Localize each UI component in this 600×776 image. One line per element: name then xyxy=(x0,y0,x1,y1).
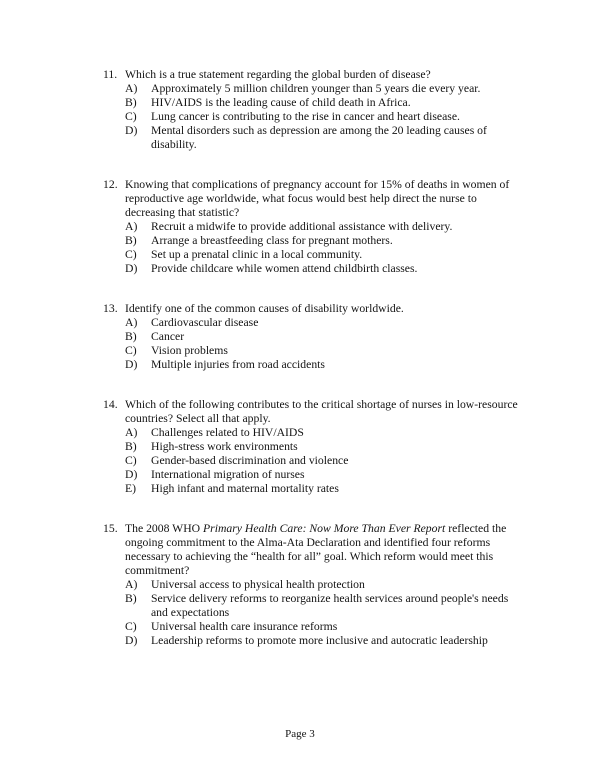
option-text: Cancer xyxy=(151,330,185,343)
question-number: 15. xyxy=(103,522,118,535)
option-row xyxy=(125,124,524,152)
question-text-segment: Identify one of the common causes of disability worldwide. xyxy=(125,302,404,315)
option-text: Arrange a breastfeeding class for pregnant mothers. xyxy=(151,234,393,247)
question-head xyxy=(103,302,524,372)
question-text xyxy=(125,302,404,315)
option-row xyxy=(125,316,524,330)
question-text-segment: Knowing that complications of pregnancy account for 15% of deaths in women of reproductive age worldwide, what focus would best help direct the nurse to decreasing that statistic? xyxy=(125,178,510,219)
option-text: HIV/AIDS is the leading cause of child death in Africa. xyxy=(151,96,411,109)
question-head xyxy=(103,522,524,648)
option-letter: B) xyxy=(125,440,137,453)
question-list xyxy=(103,68,524,674)
option-row xyxy=(125,440,524,454)
option-letter: A) xyxy=(125,316,138,329)
option-letter: A) xyxy=(125,426,138,439)
question xyxy=(103,398,524,496)
option-text: Service delivery reforms to reorganize health services around people's needs and expectations xyxy=(151,592,509,619)
option-text: Vision problems xyxy=(151,344,228,357)
question-text xyxy=(125,68,431,81)
question-text xyxy=(125,522,506,577)
option-letter: A) xyxy=(125,578,138,591)
option-row xyxy=(125,634,524,648)
question-text xyxy=(125,398,518,425)
option-text: Leadership reforms to promote more inclusive and autocratic leadership xyxy=(151,634,488,647)
question-number: 11. xyxy=(103,68,118,81)
page-footer: Page 3 xyxy=(285,728,315,740)
option-text: Provide childcare while women attend childbirth classes. xyxy=(151,262,418,275)
option-text: Lung cancer is contributing to the rise in cancer and heart disease. xyxy=(151,110,460,123)
question-body xyxy=(125,68,524,152)
option-letter: D) xyxy=(125,262,138,275)
option-row xyxy=(125,426,524,440)
option-text: Multiple injuries from road accidents xyxy=(151,358,325,371)
option-row xyxy=(125,262,524,276)
option-text: High infant and maternal mortality rates xyxy=(151,482,339,495)
option-row xyxy=(125,592,524,620)
question-body xyxy=(125,178,524,276)
option-letter: C) xyxy=(125,248,137,261)
option-letter: D) xyxy=(125,124,138,137)
question-number: 13. xyxy=(103,302,118,315)
question-head xyxy=(103,68,524,152)
option-letter: E) xyxy=(125,482,137,495)
question-body xyxy=(125,398,524,496)
option-row xyxy=(125,620,524,634)
option-list xyxy=(125,316,524,372)
option-row xyxy=(125,220,524,234)
option-letter: C) xyxy=(125,454,137,467)
option-list xyxy=(125,220,524,276)
option-row xyxy=(125,358,524,372)
option-row xyxy=(125,330,524,344)
option-letter: B) xyxy=(125,96,137,109)
option-row xyxy=(125,468,524,482)
question-head xyxy=(103,398,524,496)
option-row xyxy=(125,96,524,110)
question-number: 12. xyxy=(103,178,118,191)
option-text: Cardiovascular disease xyxy=(151,316,259,329)
option-letter: A) xyxy=(125,82,138,95)
option-text: Universal access to physical health protection xyxy=(151,578,365,591)
option-text: Mental disorders such as depression are among the 20 leading causes of disability. xyxy=(151,124,487,151)
option-row xyxy=(125,344,524,358)
question xyxy=(103,68,524,152)
option-text: Challenges related to HIV/AIDS xyxy=(151,426,304,439)
option-row xyxy=(125,454,524,468)
option-letter: D) xyxy=(125,634,138,647)
question-text-italic-segment: Primary Health Care: Now More Than Ever Report xyxy=(203,522,446,535)
option-text: International migration of nurses xyxy=(151,468,305,481)
option-row xyxy=(125,248,524,262)
option-letter: B) xyxy=(125,234,137,247)
question-text-segment: Which is a true statement regarding the global burden of disease? xyxy=(125,68,431,81)
question-body xyxy=(125,522,524,648)
question-body xyxy=(125,302,524,372)
question-head xyxy=(103,178,524,276)
option-text: High-stress work environments xyxy=(151,440,298,453)
option-row xyxy=(125,110,524,124)
option-text: Approximately 5 million children younger than 5 years die every year. xyxy=(151,82,481,95)
option-letter: D) xyxy=(125,358,138,371)
option-list xyxy=(125,578,524,648)
option-letter: D) xyxy=(125,468,138,481)
option-letter: B) xyxy=(125,330,137,343)
question xyxy=(103,178,524,276)
question-text xyxy=(125,178,509,219)
question-text-segment: reflected the ongoing commitment to the Alma-Ata Declaration and identified four reforms necessary to achieving the “health for all” goal. Which reform would meet this commitment? xyxy=(125,522,507,577)
option-letter: C) xyxy=(125,344,137,357)
question-text-segment: The 2008 WHO xyxy=(125,522,204,535)
option-list xyxy=(125,82,524,152)
option-letter: B) xyxy=(125,592,137,605)
option-row xyxy=(125,82,524,96)
option-letter: C) xyxy=(125,620,137,633)
option-text: Gender-based discrimination and violence xyxy=(151,454,349,467)
question xyxy=(103,522,524,648)
question xyxy=(103,302,524,372)
question-text-segment: Which of the following contributes to the critical shortage of nurses in low-resource countries? Select all that apply. xyxy=(125,398,518,425)
option-text: Set up a prenatal clinic in a local community. xyxy=(151,248,363,261)
option-letter: C) xyxy=(125,110,137,123)
option-letter: A) xyxy=(125,220,138,233)
option-row xyxy=(125,234,524,248)
option-text: Recruit a midwife to provide additional assistance with delivery. xyxy=(151,220,453,233)
option-row xyxy=(125,482,524,496)
option-row xyxy=(125,578,524,592)
option-list xyxy=(125,426,524,496)
option-text: Universal health care insurance reforms xyxy=(151,620,338,633)
question-number: 14. xyxy=(103,398,118,411)
